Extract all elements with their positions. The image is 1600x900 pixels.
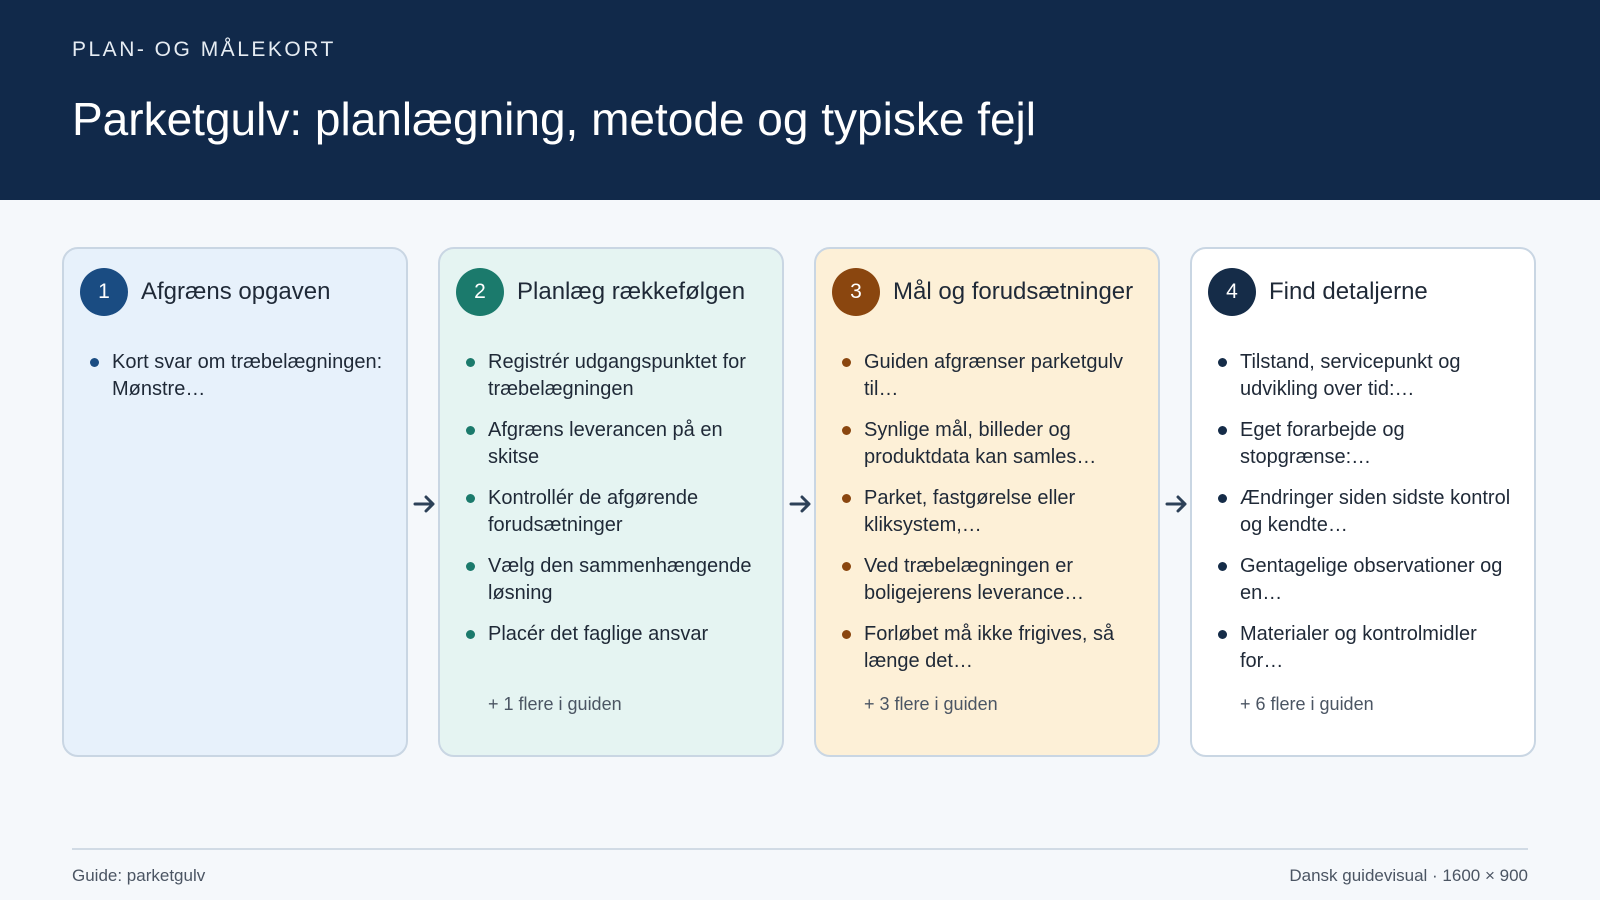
step-number-badge: 2 — [456, 268, 504, 316]
bullet-text: Forløbet må ikke frigives, så længe det… — [864, 623, 1115, 672]
step-bullet-list — [88, 349, 394, 417]
step-bullet-list — [840, 349, 1146, 689]
step-number-badge: 4 — [1208, 268, 1256, 316]
list-item — [1216, 417, 1522, 471]
list-item — [464, 621, 770, 648]
step-bullet-list — [464, 349, 770, 662]
bullet-text: Parket, fastgørelse eller kliksystem,… — [864, 487, 1076, 536]
footer-divider — [72, 848, 1528, 850]
list-item — [464, 485, 770, 539]
bullet-text: Eget forarbejde og stopgrænse:… — [1240, 419, 1405, 468]
step-card-2 — [438, 247, 784, 757]
bullet-dot-icon — [842, 426, 851, 435]
bullet-text: Placér det faglige ansvar — [488, 623, 709, 645]
list-item — [840, 417, 1146, 471]
bullet-dot-icon — [842, 562, 851, 571]
bullet-dot-icon — [842, 358, 851, 367]
list-item — [464, 349, 770, 403]
bullet-dot-icon — [466, 426, 475, 435]
bullet-text: Guiden afgrænser parketgulv til… — [864, 351, 1124, 400]
bullet-text: Gentagelige observationer og en… — [1240, 555, 1503, 604]
step-card-4 — [1190, 247, 1536, 757]
bullet-dot-icon — [842, 494, 851, 503]
step-card-1 — [62, 247, 408, 757]
bullet-text: Ændringer siden sidste kontrol og kendte… — [1240, 487, 1511, 536]
arrow-right-icon — [1165, 492, 1189, 516]
step-card-3 — [814, 247, 1160, 757]
bullet-dot-icon — [466, 494, 475, 503]
bullet-text: Tilstand, servicepunkt og udvikling over tid:… — [1240, 351, 1461, 400]
step-title: Find detaljerne — [1269, 278, 1428, 305]
list-item — [840, 621, 1146, 675]
list-item — [840, 485, 1146, 539]
step-number-badge: 3 — [832, 268, 880, 316]
list-item — [840, 349, 1146, 403]
bullet-text: Synlige mål, billeder og produktdata kan samles… — [864, 419, 1097, 468]
list-item — [1216, 485, 1522, 539]
list-item — [1216, 553, 1522, 607]
bullet-dot-icon — [466, 630, 475, 639]
list-item — [464, 553, 770, 607]
bullet-text: Ved træbelægningen er boligejerens leverance… — [864, 555, 1085, 604]
bullet-text: Kort svar om træbelægningen: Mønstre… — [112, 351, 383, 400]
step-title: Afgræns opgaven — [141, 278, 331, 305]
list-item — [1216, 349, 1522, 403]
bullet-dot-icon — [1218, 630, 1227, 639]
bullet-dot-icon — [1218, 426, 1227, 435]
bullet-text: Afgræns leverancen på en skitse — [488, 419, 723, 468]
footer-source: Guide: parketgulv — [72, 866, 206, 885]
step-title: Planlæg rækkefølgen — [517, 278, 746, 305]
arrow-right-icon — [789, 492, 813, 516]
list-item — [88, 349, 394, 403]
bullet-dot-icon — [842, 630, 851, 639]
bullet-dot-icon — [1218, 358, 1227, 367]
step-number-badge: 1 — [80, 268, 128, 316]
bullet-dot-icon — [1218, 494, 1227, 503]
more-in-guide-link[interactable]: + 6 flere i guiden — [1240, 694, 1374, 714]
step-bullet-list — [1216, 349, 1522, 689]
bullet-text: Vælg den sammenhængende løsning — [488, 555, 752, 604]
list-item — [840, 553, 1146, 607]
step-title: Mål og forudsætninger — [893, 278, 1134, 305]
eyebrow-label: PLAN- OG MÅLEKORT — [72, 38, 336, 61]
bullet-dot-icon — [466, 562, 475, 571]
more-in-guide-link[interactable]: + 1 flere i guiden — [488, 694, 622, 714]
list-item — [464, 417, 770, 471]
bullet-text: Kontrollér de afgørende forudsætninger — [488, 487, 699, 536]
bullet-dot-icon — [466, 358, 475, 367]
bullet-text: Registrér udgangspunktet for træbelægningen — [488, 351, 746, 400]
list-item — [1216, 621, 1522, 675]
more-in-guide-link[interactable]: + 3 flere i guiden — [864, 694, 998, 714]
footer-meta: Dansk guidevisual · 1600 × 900 — [1289, 866, 1528, 885]
header-band — [0, 0, 1600, 200]
bullet-dot-icon — [90, 358, 99, 367]
arrow-right-icon — [413, 492, 437, 516]
bullet-dot-icon — [1218, 562, 1227, 571]
page-title: Parketgulv: planlægning, metode og typiske fejl — [72, 93, 1037, 145]
bullet-text: Materialer og kontrolmidler for… — [1240, 623, 1477, 672]
